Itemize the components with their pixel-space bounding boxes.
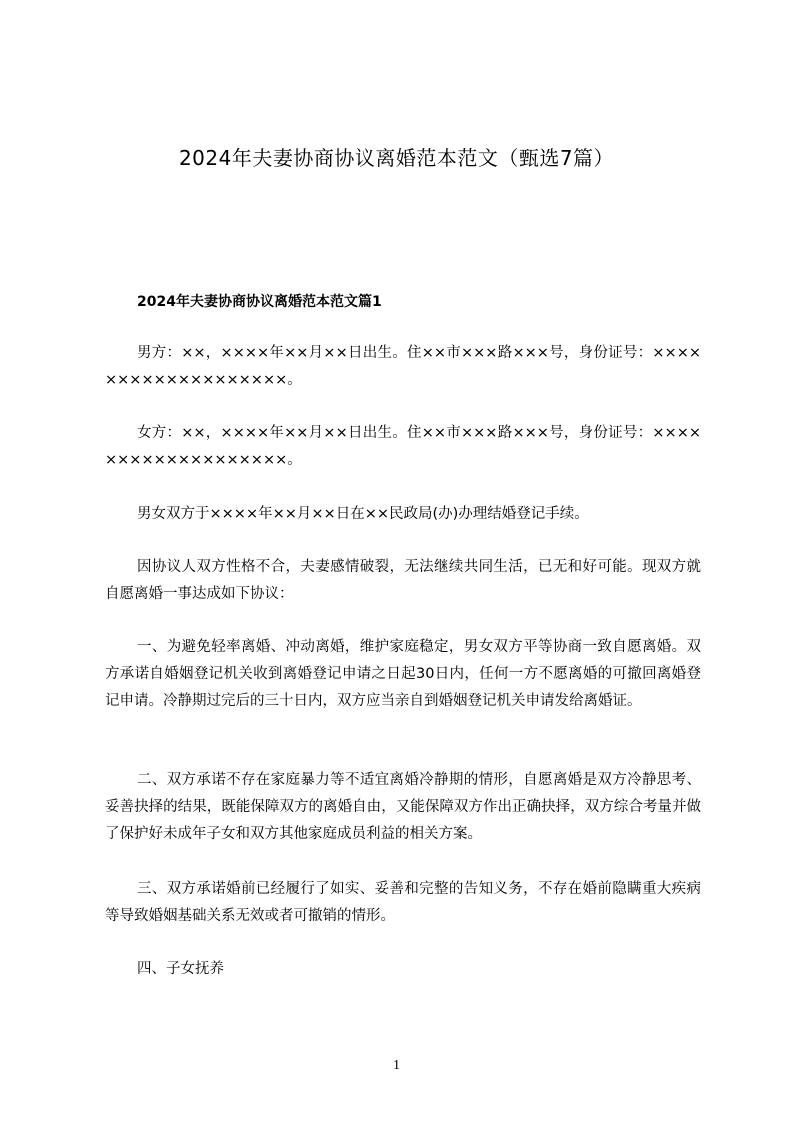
document-title: 2024年夫妻协商协议离婚范本范文（甄选7篇）	[178, 146, 615, 170]
paragraph-clause-3: 三、双方承诺婚前已经履行了如实、妥善和完整的告知义务，不存在婚前隐瞒重大疾病等导致婚姻基础关系无效或者可撤销的情形。	[105, 881, 701, 924]
paragraph-clause-2: 二、双方承诺不存在家庭暴力等不适宜离婚冷静期的情形，自愿离婚是双方冷静思考、妥善抉择的结果，既能保障双方的离婚自由，又能保障双方作出正确抉择，双方综合考量并做了保护好未成年子女和双方其他家庭成员利益的相关方案。	[105, 772, 701, 842]
paragraph-clause-1: 一、为避免轻率离婚、冲动离婚，维护家庭稳定，男女双方平等协商一致自愿离婚。双方承诺自婚姻登记机关收到离婚登记申请之日起30日内，任何一方不愿离婚的可撤回离婚登记申请。冷静期过完后的三十日内，双方应当亲自到婚姻登记机关申请发给离婚证。	[105, 639, 701, 709]
paragraph-divorce-reason: 因协议人双方性格不合，夫妻感情破裂，无法继续共同生活，已无和好可能。现双方就自愿离婚一事达成如下协议：	[105, 559, 701, 602]
paragraph-marriage-registration: 男女双方于××××年××月××日在××民政局(办)办理结婚登记手续。	[137, 506, 589, 522]
paragraph-female-party: 女方：××，××××年××月××日出生。住××市×××路×××号，身份证号：×××××××××××××××××××。	[105, 425, 701, 468]
paragraph-clause-4-heading: 四、子女抚养	[137, 961, 224, 977]
paragraph-male-party: 男方：××，××××年××月××日出生。住××市×××路×××号，身份证号：×××××××××××××××××××。	[105, 345, 701, 388]
section-heading: 2024年夫妻协商协议离婚范本范文篇1	[137, 294, 382, 310]
page-number: 1	[393, 1058, 400, 1073]
